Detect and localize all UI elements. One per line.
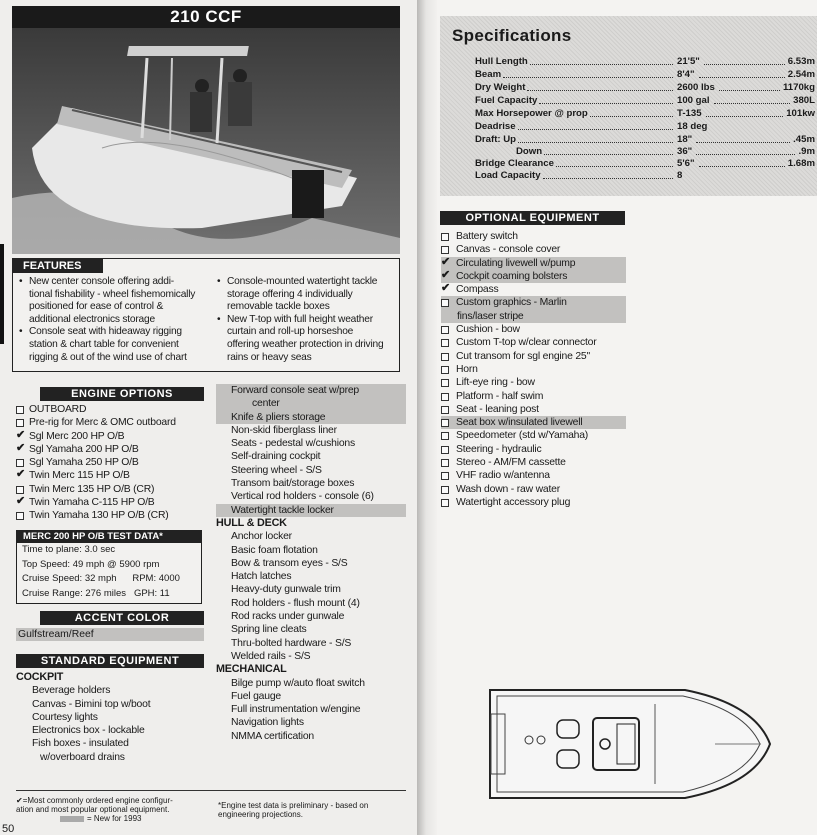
engine-option-twin-yamaha-c115[interactable] bbox=[16, 496, 216, 509]
optional-item[interactable] bbox=[441, 363, 626, 376]
spec-row bbox=[475, 158, 815, 170]
checkbox-icon bbox=[441, 393, 449, 401]
spec-label: Bridge Clearance bbox=[475, 158, 554, 169]
spec-row bbox=[475, 95, 815, 107]
spec-metric-value: 6.53m bbox=[787, 56, 815, 67]
optional-item[interactable] bbox=[441, 416, 626, 429]
checkbox-icon bbox=[441, 499, 449, 507]
checkbox-icon bbox=[441, 353, 449, 361]
mechanical-item: Fuel gauge bbox=[231, 690, 281, 702]
std-item-new: Forward console seat w/prep bbox=[216, 384, 406, 397]
engine-option-label: Sgl Merc 200 HP O/B bbox=[29, 430, 125, 442]
cockpit-item: w/overboard drains bbox=[40, 751, 125, 763]
spec-metric-value: 1.68m bbox=[787, 158, 815, 169]
feature-line: curtain and roll-up horseshoe bbox=[227, 326, 354, 338]
spec-metric-value: 2.54m bbox=[787, 69, 815, 80]
optional-item-label: Cockpit coaming bolsters bbox=[456, 270, 568, 282]
optional-item[interactable] bbox=[441, 403, 626, 416]
optional-item[interactable] bbox=[441, 390, 626, 403]
optional-item-label: Horn bbox=[456, 363, 478, 375]
hull-item: Hatch latches bbox=[231, 571, 292, 583]
features-box bbox=[12, 258, 400, 372]
feature-item bbox=[215, 314, 399, 364]
spec-leader-dots bbox=[518, 142, 673, 143]
spec-imperial-value: T-135 bbox=[677, 108, 702, 119]
cockpit-item: Electronics box - lockable bbox=[32, 725, 145, 737]
optional-item[interactable] bbox=[441, 350, 626, 363]
optional-item-label: Stereo - AM/FM cassette bbox=[456, 457, 566, 469]
checkbox-icon bbox=[441, 339, 449, 347]
spec-imperial-value: 5'6" bbox=[677, 158, 695, 169]
optional-item[interactable] bbox=[441, 257, 626, 270]
engine-option-twin-yamaha-130[interactable] bbox=[16, 509, 216, 522]
spec-leader-dots bbox=[714, 103, 790, 104]
boat-photo-illustration bbox=[12, 28, 400, 254]
spec-leader-dots bbox=[719, 90, 780, 91]
footnote-new-legend bbox=[16, 814, 216, 823]
std-item: Non-skid fiberglass liner bbox=[231, 424, 337, 436]
feature-line: storage offering 4 individually bbox=[227, 288, 353, 300]
optional-item[interactable] bbox=[441, 296, 626, 309]
mechanical-item: Bilge pump w/auto float switch bbox=[231, 677, 365, 689]
engine-option-prerig[interactable] bbox=[16, 416, 216, 429]
engine-option-sgl-yamaha-200[interactable] bbox=[16, 443, 216, 456]
spec-metric-value: .45m bbox=[793, 134, 815, 145]
spec-label: Hull Length bbox=[475, 56, 528, 67]
engine-option-twin-merc-135[interactable] bbox=[16, 483, 216, 496]
optional-item-label: Wash down - raw water bbox=[456, 483, 560, 495]
footnote-text: = New for 1993 bbox=[87, 814, 142, 823]
optional-item-label: Platform - half swim bbox=[456, 390, 544, 402]
footnote-text: engineering projections. bbox=[218, 810, 303, 819]
hull-item: Thru-bolted hardware - S/S bbox=[231, 637, 352, 649]
checkbox-icon bbox=[441, 299, 449, 307]
spec-imperial-value: 21'5" bbox=[677, 56, 700, 67]
std-item-new: Knife & pliers storage bbox=[216, 411, 406, 424]
engine-option-label: Sgl Yamaha 250 HP O/B bbox=[29, 457, 139, 469]
spec-imperial-value: 8'4" bbox=[677, 69, 695, 80]
std-item: Transom bait/storage boxes bbox=[231, 478, 355, 490]
cockpit-item: Canvas - Bimini top w/boot bbox=[32, 698, 151, 710]
hull-item: Bow & transom eyes - S/S bbox=[231, 557, 348, 569]
std-item: Self-draining cockpit bbox=[231, 451, 321, 463]
cockpit-item: Beverage holders bbox=[32, 685, 111, 697]
std-item-new: center bbox=[216, 397, 406, 410]
mechanical-item: Navigation lights bbox=[231, 717, 304, 729]
checkbox-icon bbox=[441, 446, 449, 454]
optional-item-label: Seat box w/insulated livewell bbox=[456, 417, 583, 429]
spec-label: Max Horsepower @ prop bbox=[475, 108, 588, 119]
engine-option-label: Pre-rig for Merc & OMC outboard bbox=[29, 417, 176, 429]
checkbox-icon bbox=[16, 459, 24, 467]
spec-row bbox=[475, 146, 815, 158]
std-item: Seats - pedestal w/cushions bbox=[231, 438, 355, 450]
spec-row bbox=[475, 170, 815, 182]
optional-item[interactable] bbox=[441, 429, 626, 442]
spec-leader-dots bbox=[556, 166, 673, 167]
spec-label: Draft: Up bbox=[475, 134, 517, 145]
test-data-row: Time to plane: 3.0 sec bbox=[22, 544, 116, 555]
optional-item-label: Speedometer (std w/Yamaha) bbox=[456, 430, 589, 442]
spec-leader-dots bbox=[543, 178, 673, 179]
test-data-box bbox=[16, 530, 202, 604]
checkbox-icon bbox=[441, 233, 449, 241]
optional-item-label: Watertight accessory plug bbox=[456, 496, 571, 508]
spec-leader-dots bbox=[518, 129, 673, 130]
spec-row bbox=[475, 69, 815, 81]
features-right-column bbox=[215, 276, 399, 364]
footnote-text: *Engine test data is preliminary - based on bbox=[218, 801, 369, 810]
checkmark-icon: ✔ bbox=[16, 468, 26, 481]
feature-line: additional electronics storage bbox=[29, 313, 155, 325]
spec-row bbox=[475, 121, 815, 133]
spec-leader-dots bbox=[696, 154, 795, 155]
spec-leader-dots bbox=[527, 90, 673, 91]
engine-option-label: Sgl Yamaha 200 HP O/B bbox=[29, 443, 139, 455]
optional-item-label: Canvas - console cover bbox=[456, 244, 561, 256]
hull-item: Heavy-duty gunwale trim bbox=[231, 584, 341, 596]
checkmark-icon: ✔ bbox=[441, 255, 451, 268]
checkmark-icon: ✔ bbox=[441, 268, 451, 281]
engine-option-label: OUTBOARD bbox=[29, 404, 87, 415]
hull-item: Welded rails - S/S bbox=[231, 650, 311, 662]
engine-option-twin-merc-115[interactable] bbox=[16, 469, 216, 482]
cockpit-item: Courtesy lights bbox=[32, 711, 98, 723]
spec-label: Deadrise bbox=[475, 121, 516, 132]
spec-metric-value: 101kw bbox=[786, 108, 815, 119]
hull-item: Rod racks under gunwale bbox=[231, 611, 345, 623]
boat-top-view-diagram bbox=[485, 684, 775, 804]
engine-options-header: ENGINE OPTIONS bbox=[40, 387, 204, 401]
engine-option-label: Twin Yamaha 130 HP O/B (CR) bbox=[29, 510, 169, 522]
spec-imperial-value: 2600 lbs bbox=[677, 82, 715, 93]
footnote-text: ✔=Most commonly ordered engine configur- bbox=[16, 796, 173, 805]
engine-option-sgl-yamaha-250[interactable] bbox=[16, 456, 216, 469]
spec-metric-value: 1170kg bbox=[782, 82, 815, 93]
spec-imperial-value: 8 bbox=[677, 170, 683, 181]
accent-color-header: ACCENT COLOR bbox=[40, 611, 204, 625]
feature-line: rains or heavy seas bbox=[227, 351, 312, 363]
spec-leader-dots bbox=[503, 77, 673, 78]
standard-equipment-header: STANDARD EQUIPMENT bbox=[16, 654, 204, 668]
optional-item-label: Lift-eye ring - bow bbox=[456, 377, 535, 389]
new-swatch-icon bbox=[60, 816, 84, 822]
checkbox-icon bbox=[441, 326, 449, 334]
optional-item-label: Battery switch bbox=[456, 231, 518, 242]
spec-leader-dots bbox=[696, 142, 790, 143]
spec-metric-value: 380L bbox=[793, 95, 815, 106]
optional-item-label: Cut transom for sgl engine 25" bbox=[456, 350, 590, 362]
spec-leader-dots bbox=[544, 154, 673, 155]
checkbox-icon bbox=[441, 406, 449, 414]
optional-item[interactable] bbox=[441, 469, 626, 482]
spec-leader-dots bbox=[590, 116, 673, 117]
spec-label: Beam bbox=[475, 69, 502, 80]
std-item: Steering wheel - S/S bbox=[231, 464, 322, 476]
feature-line: rigging & out of the wind use of chart bbox=[29, 351, 187, 363]
optional-item-label: Custom graphics - Marlin bbox=[456, 297, 567, 309]
feature-line: tional fishability - wheel fishemomically bbox=[29, 288, 196, 300]
optional-equipment-header: OPTIONAL EQUIPMENT bbox=[440, 211, 625, 225]
feature-line: removable tackle boxes bbox=[227, 301, 330, 313]
footnote-legend bbox=[16, 796, 216, 823]
spec-row bbox=[475, 82, 815, 94]
spec-label: Load Capacity bbox=[475, 170, 541, 181]
specifications-title: Specifications bbox=[452, 26, 572, 45]
optional-item-label: VHF radio w/antenna bbox=[456, 470, 550, 482]
checkmark-icon: ✔ bbox=[16, 428, 26, 441]
spec-row bbox=[475, 134, 815, 146]
checkbox-icon bbox=[16, 406, 24, 414]
thumb-tab bbox=[0, 244, 4, 344]
checkbox-icon bbox=[441, 432, 449, 440]
spec-label: Dry Weight bbox=[475, 82, 526, 93]
feature-line: • Console-mounted watertight tackle bbox=[227, 276, 378, 287]
checkbox-icon bbox=[16, 419, 24, 427]
footnote-divider bbox=[16, 790, 406, 791]
hull-item: Basic foam flotation bbox=[231, 544, 318, 556]
optional-item[interactable] bbox=[441, 336, 626, 349]
checkbox-icon bbox=[441, 486, 449, 494]
feature-item bbox=[17, 326, 207, 364]
feature-item bbox=[215, 276, 399, 314]
spec-leader-dots bbox=[706, 116, 783, 117]
engine-option-label: Twin Merc 115 HP O/B bbox=[29, 470, 130, 482]
cockpit-title: COCKPIT bbox=[16, 671, 64, 683]
features-left-column bbox=[17, 276, 207, 364]
checkbox-icon bbox=[441, 366, 449, 374]
accent-color-value: Gulfstream/Reef bbox=[16, 628, 204, 641]
optional-item[interactable] bbox=[441, 323, 626, 336]
checkmark-icon: ✔ bbox=[16, 441, 26, 454]
spec-imperial-value: 36" bbox=[677, 146, 693, 157]
checkbox-icon bbox=[16, 486, 24, 494]
checkmark-icon: ✔ bbox=[16, 495, 26, 508]
engine-options-list bbox=[16, 403, 216, 523]
feature-line: positioned for ease of control & bbox=[29, 301, 164, 313]
page-gutter bbox=[417, 0, 437, 835]
spec-leader-dots bbox=[530, 64, 673, 65]
checkmark-icon: ✔ bbox=[441, 282, 451, 295]
spec-row bbox=[475, 108, 815, 120]
engine-option-label: Twin Yamaha C-115 HP O/B bbox=[29, 497, 155, 509]
optional-item-label: Cushion - bow bbox=[456, 324, 520, 336]
feature-line: offering weather protection in driving bbox=[227, 338, 384, 350]
cockpit-list bbox=[16, 671, 216, 764]
spec-row bbox=[475, 56, 815, 68]
optional-item[interactable] bbox=[441, 443, 626, 456]
optional-item-label: Circulating livewell w/pump bbox=[456, 257, 576, 269]
spec-label: Fuel Capacity bbox=[475, 95, 538, 106]
hull-item: Spring line cleats bbox=[231, 624, 307, 636]
checkbox-icon bbox=[441, 459, 449, 467]
optional-item[interactable] bbox=[441, 456, 626, 469]
test-data-row: Cruise Speed: 32 mph RPM: 4000 bbox=[22, 573, 180, 584]
optional-item[interactable] bbox=[441, 283, 626, 296]
model-title: 210 CCF bbox=[12, 6, 400, 28]
hull-deck-title: HULL & DECK bbox=[216, 516, 287, 529]
checkbox-icon bbox=[441, 246, 449, 254]
engine-option-label: Twin Merc 135 HP O/B (CR) bbox=[29, 483, 155, 495]
cockpit-item: Fish boxes - insulated bbox=[32, 738, 129, 750]
spec-leader-dots bbox=[699, 77, 785, 78]
test-data-row: Top Speed: 49 mph @ 5900 rpm bbox=[22, 558, 160, 570]
std-item-new: Watertight tackle locker bbox=[216, 504, 406, 517]
feature-line: • Console seat with hideaway rigging bbox=[29, 326, 182, 338]
hull-item: Rod holders - flush mount (4) bbox=[231, 597, 360, 609]
checkbox-icon bbox=[441, 379, 449, 387]
engine-option-sgl-merc-200[interactable] bbox=[16, 430, 216, 443]
footnote-text: ation and most popular optional equipment. bbox=[16, 805, 170, 814]
optional-item-label: Steering - hydraulic bbox=[456, 443, 542, 455]
optional-equipment-list bbox=[441, 230, 626, 509]
standard-equipment-middle-list bbox=[216, 384, 406, 743]
feature-item bbox=[17, 276, 207, 326]
optional-item-label: Compass bbox=[456, 284, 499, 296]
optional-item[interactable] bbox=[441, 243, 626, 256]
optional-item[interactable] bbox=[441, 376, 626, 389]
checkbox-icon bbox=[16, 512, 24, 520]
mechanical-item: NMMA certification bbox=[231, 730, 315, 742]
page-number: 50 bbox=[2, 823, 15, 835]
spec-label: Down bbox=[516, 146, 543, 157]
mechanical-title: MECHANICAL bbox=[216, 663, 287, 676]
spec-leader-dots bbox=[699, 166, 785, 167]
spec-metric-value: .9m bbox=[798, 146, 815, 157]
optional-item[interactable] bbox=[441, 496, 626, 509]
checkbox-icon bbox=[441, 419, 449, 427]
optional-item[interactable] bbox=[441, 270, 626, 283]
optional-item[interactable] bbox=[441, 310, 626, 323]
engine-option-outboard[interactable] bbox=[16, 403, 216, 416]
optional-item[interactable] bbox=[441, 230, 626, 243]
feature-line: station & chart table for convenient bbox=[29, 338, 179, 350]
optional-item-label: fins/laser stripe bbox=[457, 310, 524, 322]
hull-item: Anchor locker bbox=[231, 531, 292, 543]
features-header: FEATURES bbox=[13, 259, 103, 273]
footnote-test-data bbox=[218, 801, 408, 819]
std-item: Vertical rod holders - console (6) bbox=[231, 491, 374, 503]
test-data-row: Cruise Range: 276 miles GPH: 11 bbox=[22, 587, 170, 599]
feature-line: • New center console offering addi- bbox=[29, 276, 174, 287]
feature-line: • New T-top with full height weather bbox=[227, 313, 373, 325]
spec-imperial-value: 100 gal bbox=[677, 95, 710, 106]
spec-imperial-value: 18 deg bbox=[677, 121, 708, 132]
optional-item-label: Seat - leaning post bbox=[456, 403, 539, 415]
optional-item-label: Custom T-top w/clear connector bbox=[456, 337, 597, 349]
mechanical-item: Full instrumentation w/engine bbox=[231, 704, 361, 716]
test-data-header: MERC 200 HP O/B TEST DATA* bbox=[17, 531, 201, 543]
spec-leader-dots bbox=[704, 64, 785, 65]
spec-imperial-value: 18" bbox=[677, 134, 693, 145]
optional-item[interactable] bbox=[441, 483, 626, 496]
boat-photo bbox=[12, 28, 400, 254]
checkbox-icon bbox=[441, 472, 449, 480]
spec-leader-dots bbox=[539, 103, 673, 104]
